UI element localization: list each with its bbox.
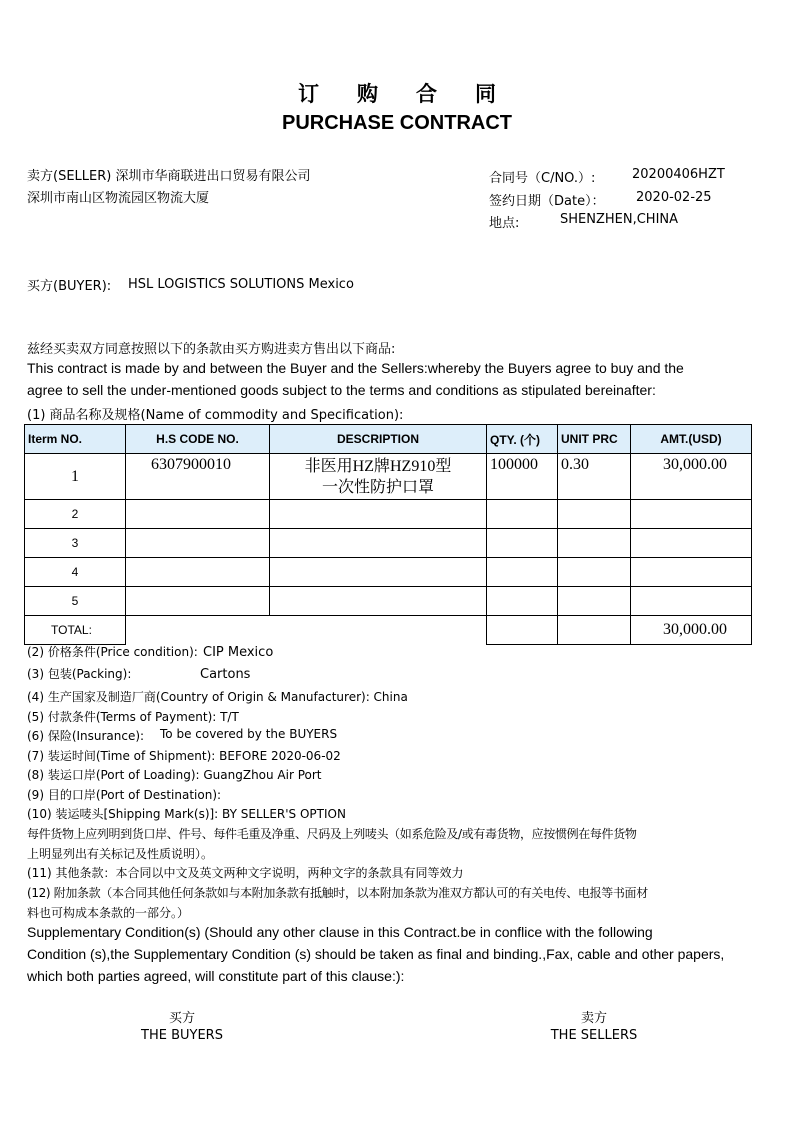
description-cell [270, 454, 487, 500]
col-header-item-no: Iterm NO. [25, 425, 126, 454]
insurance-label: (6) 保险(Insurance): [27, 729, 145, 743]
title-chinese: 订购合同 [298, 82, 534, 106]
supplementary-cn-line2: 料也可构成本条款的一部分。） [27, 906, 190, 920]
col-header-qty: QTY. (个) [487, 425, 558, 454]
contract-place-value: SHENZHEN,CHINA [560, 212, 679, 227]
row-number: 4 [25, 558, 126, 587]
row-number: 5 [25, 587, 126, 616]
hs-code-cell: 6307900010 [126, 454, 270, 500]
supplementary-en-line1: Supplementary Condition(s) (Should any other clause in this Contract.be in conflice with the following [27, 924, 653, 940]
supplementary-en-line3: which both parties agreed, will constitute part of this clause:): [27, 968, 405, 984]
other-terms: (11) 其他条款：本合同以中文及英文两种文字说明，两种文字的条款具有同等效力 [27, 866, 464, 880]
packing-value: Cartons [200, 667, 251, 682]
seller-signature-en: THE SELLERS [550, 1028, 638, 1043]
total-label: TOTAL: [25, 616, 126, 645]
buyer-signature-en: THE BUYERS [141, 1028, 223, 1043]
contract-place-label: 地点: [489, 216, 520, 231]
col-header-unit-price: UNIT PRC [558, 425, 631, 454]
total-amount: 30,000.00 [631, 616, 752, 645]
seller-address: 深圳市南山区物流园区物流大厦 [27, 191, 210, 206]
contract-date-label: 签约日期（Date）： [489, 194, 605, 209]
seller-line [27, 165, 311, 184]
intro-english-line1: This contract is made by and between the Buyer and the Sellers:whereby the Buyers agree to buy and the [27, 360, 684, 376]
buyer-name: HSL LOGISTICS SOLUTIONS Mexico [128, 277, 354, 292]
price-condition-value: CIP Mexico [203, 645, 274, 660]
description-line1: 非医用HZ牌HZ910型 [304, 458, 452, 475]
seller-name: 深圳市华商联进出口贸易有限公司 [115, 169, 311, 184]
row-number: 3 [25, 529, 126, 558]
intro-english-line2: agree to sell the under-mentioned goods subject to the terms and conditions as stipulated bereinafter: [27, 382, 656, 398]
supplementary-cn-line1: (12) 附加条款（本合同其他任何条款如与本附加条款有抵触时，以本附加条款为准双方都认可的有关电传、电报等书面材 [27, 886, 648, 900]
total-row [25, 616, 752, 645]
title-english: PURCHASE CONTRACT [282, 112, 512, 134]
payment-term: (5) 付款条件(Terms of Payment): T/T [27, 710, 239, 724]
shipping-mark-term: (10) 装运唛头[Shipping Mark(s)]: BY SELLER'S OPTION [27, 807, 346, 821]
price-condition-label: (2) 价格条件(Price condition): [27, 645, 198, 659]
packing-label: (3) 包装(Packing): [27, 667, 132, 681]
contract-date-value: 2020-02-25 [636, 190, 712, 205]
destination-port-term: (9) 目的口岸(Port of Destination): [27, 788, 222, 802]
commodity-heading: (1) 商品名称及规格(Name of commodity and Specification): [27, 408, 404, 423]
origin-term: (4) 生产国家及制造厂商(Country of Origin & Manufacturer): China [27, 690, 408, 704]
buyer-signature-cn: 买方 [168, 1011, 195, 1026]
seller-signature-cn: 卖方 [580, 1011, 607, 1026]
unit-price-cell: 0.30 [558, 454, 631, 500]
loading-port-term: (8) 装运口岸(Port of Loading): GuangZhou Air Port [27, 768, 322, 782]
amount-cell: 30,000.00 [631, 454, 752, 500]
row-number: 1 [25, 454, 126, 500]
table-row [25, 587, 752, 616]
row-number: 2 [25, 500, 126, 529]
table-header-row [25, 425, 752, 454]
col-header-hs-code: H.S CODE NO. [126, 425, 270, 454]
col-header-description: DESCRIPTION [270, 425, 487, 454]
goods-table [24, 424, 752, 645]
table-row [25, 454, 752, 500]
intro-chinese: 兹经买卖双方同意按照以下的条款由买方购进卖方售出以下商品: [27, 342, 396, 357]
col-header-amount: AMT.(USD) [631, 425, 752, 454]
contract-no-label: 合同号（C/NO.）: [489, 171, 596, 186]
buyer-label: 买方(BUYER): [27, 279, 112, 294]
shipment-term: (7) 装运时间(Time of Shipment): BEFORE 2020-06-02 [27, 749, 341, 763]
table-row [25, 529, 752, 558]
insurance-value: To be covered by the BUYERS [160, 727, 338, 741]
table-row [25, 500, 752, 529]
shipping-mark-note-line1: 每件货物上应列明到货口岸、件号、每件毛重及净重、尺码及上列唛头（如系危险及/或有毒货物，应按惯例在每件货物 [27, 827, 637, 841]
description-line2: 一次性防护口罩 [321, 479, 434, 496]
shipping-mark-note-line2: 上明显列出有关标记及性质说明）。 [27, 847, 214, 861]
seller-label: 卖方(SELLER) [27, 169, 112, 184]
table-row [25, 558, 752, 587]
supplementary-en-line2: Condition (s),the Supplementary Condition (s) should be taken as final and binding.,Fax, cable and other papers, [27, 946, 725, 962]
qty-cell: 100000 [487, 454, 558, 500]
contract-no-value: 20200406HZT [632, 167, 725, 182]
